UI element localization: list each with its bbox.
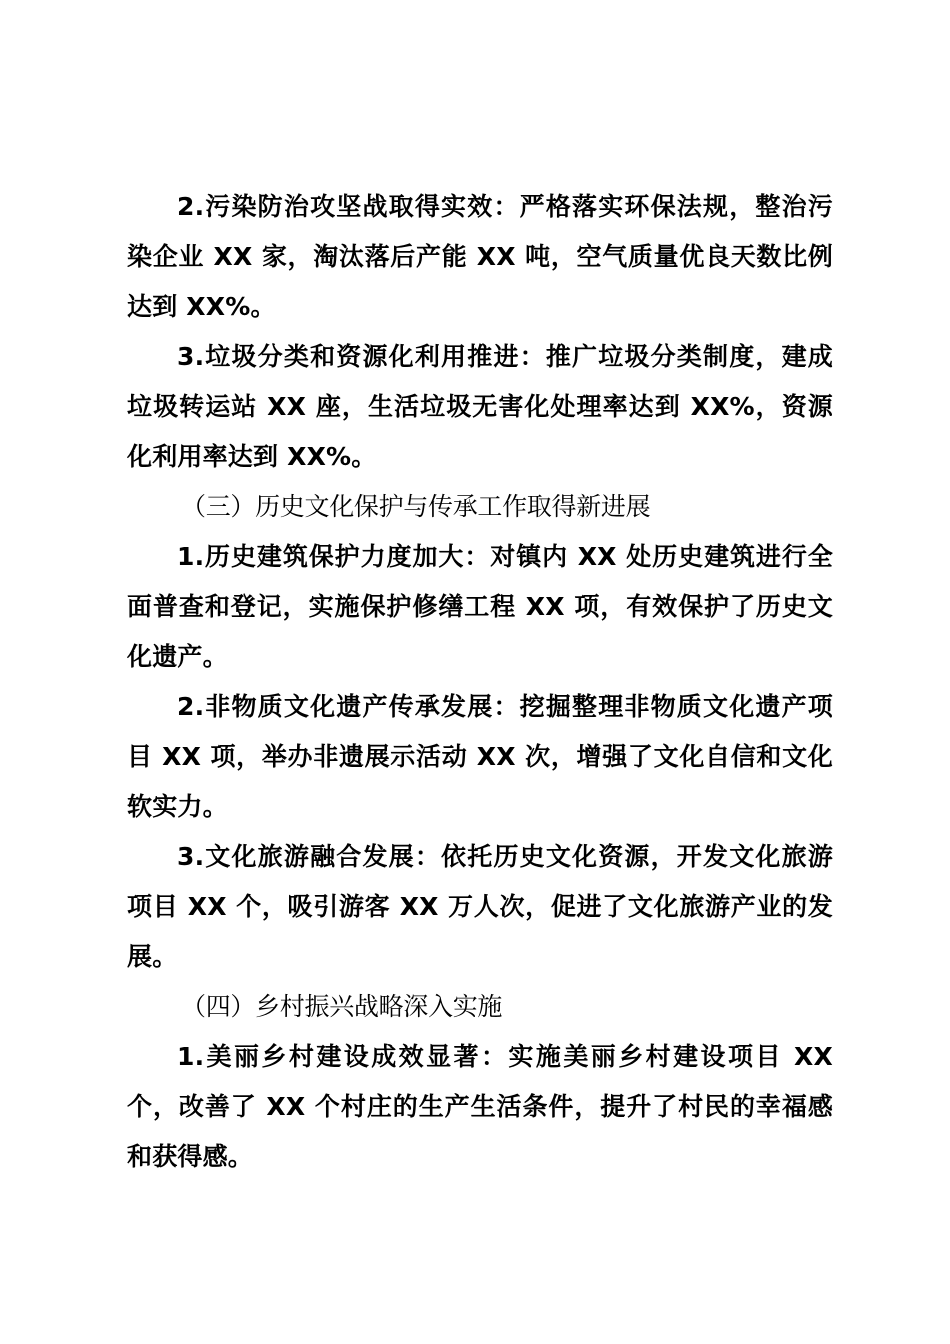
paragraph-garbage-sorting: 3.垃圾分类和资源化利用推进：推广垃圾分类制度，建成垃圾转运站 XX 座，生活垃圾无害化处理率达到 XX%，资源化利用率达到 XX%。 xyxy=(127,342,833,471)
section-heading-rural-revitalization: （四）乡村振兴战略深入实施 xyxy=(181,992,503,1021)
paragraph-pollution-control: 2.污染防治攻坚战取得实效：严格落实环保法规，整治污染企业 XX 家，淘汰落后产能 XX 吨，空气质量优良天数比例达到 XX%。 xyxy=(127,192,833,321)
section-heading-cultural-heritage: （三）历史文化保护与传承工作取得新进展 xyxy=(181,492,651,521)
paragraph-culture-tourism: 3.文化旅游融合发展：依托历史文化资源，开发文化旅游项目 XX 个，吸引游客 XX 万人次，促进了文化旅游产业的发展。 xyxy=(127,842,833,971)
document-page xyxy=(127,182,833,1182)
paragraph-historic-buildings: 1.历史建筑保护力度加大：对镇内 XX 处历史建筑进行全面普查和登记，实施保护修缮工程 XX 项，有效保护了历史文化遗产。 xyxy=(127,542,833,671)
paragraph-beautiful-village: 1.美丽乡村建设成效显著：实施美丽乡村建设项目 XX 个，改善了 XX 个村庄的生产生活条件，提升了村民的幸福感和获得感。 xyxy=(127,1042,833,1171)
paragraph-intangible-heritage: 2.非物质文化遗产传承发展：挖掘整理非物质文化遗产项目 XX 项，举办非遗展示活动 XX 次，增强了文化自信和文化软实力。 xyxy=(127,692,833,821)
